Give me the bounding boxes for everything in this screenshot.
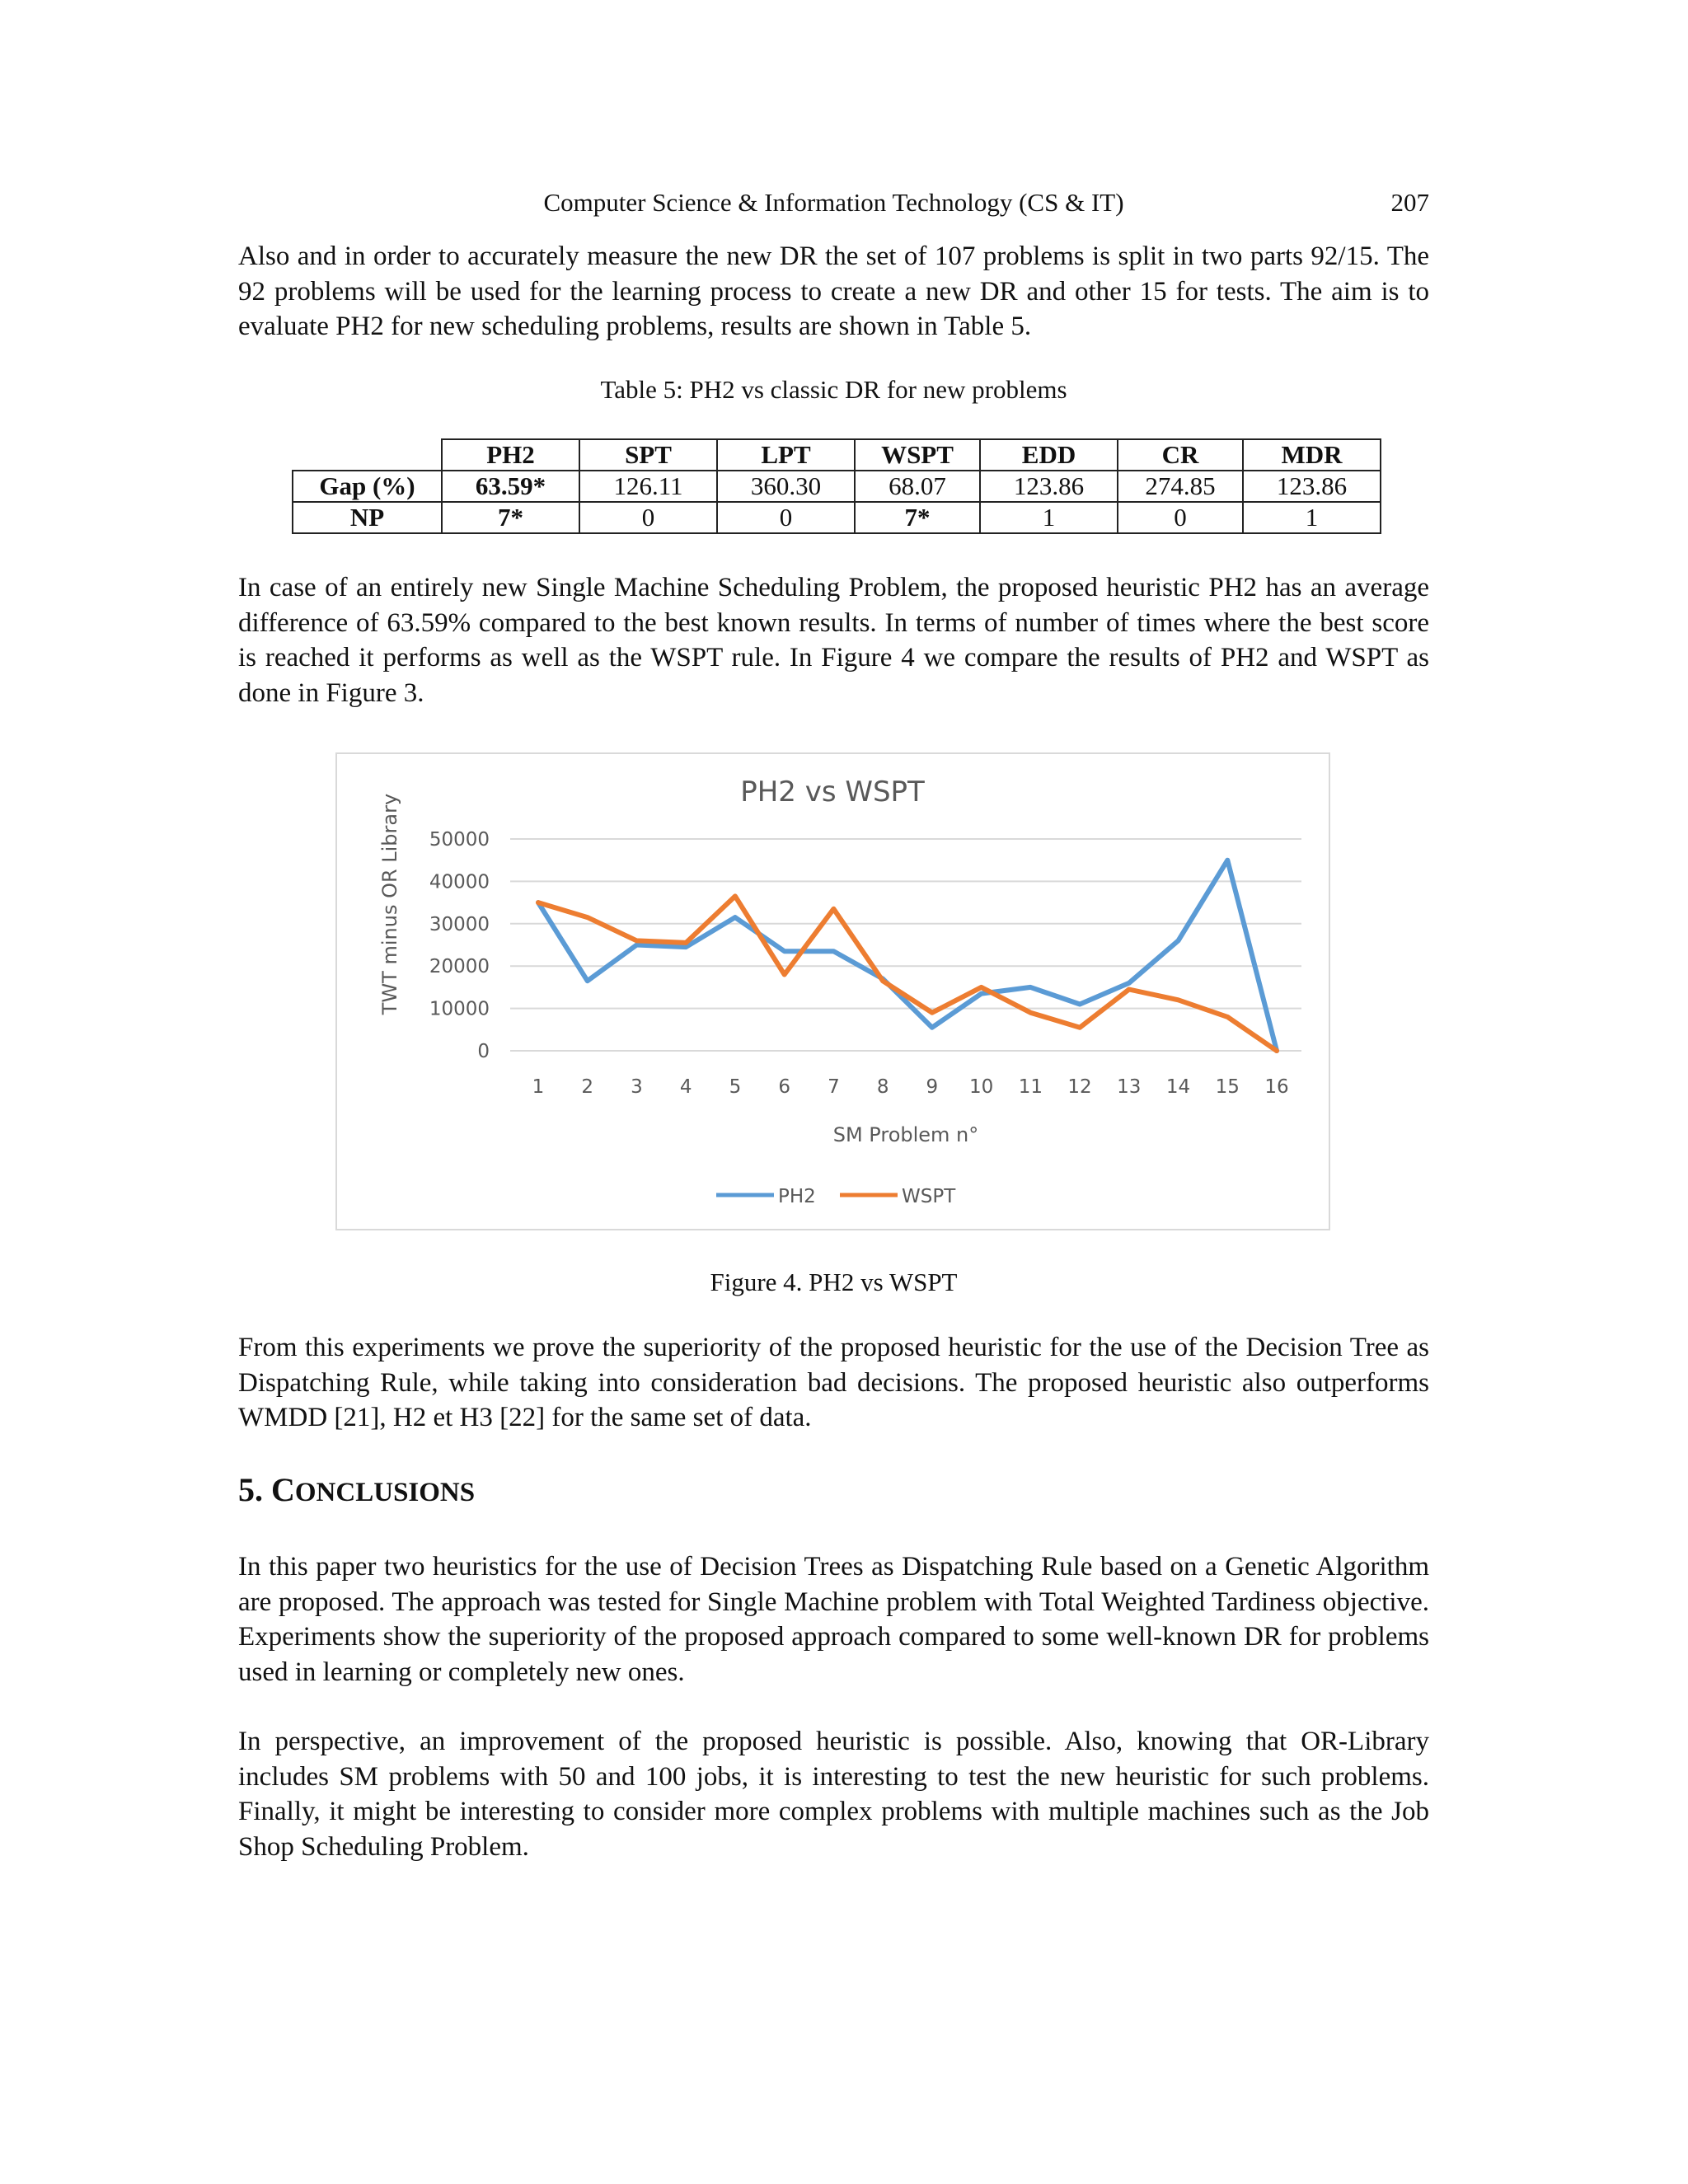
chart-series: [538, 860, 1277, 1051]
x-axis-ticks: [532, 1076, 1289, 1098]
paragraph-1: Also and in order to accurately measure the new DR the set of 107 problems is split in two parts 92/15. The 92 problems will be used for the learning process to create a new DR and other 15 for tests. The aim is to evaluate PH2 for new scheduling problems, results are shown in Table 5.: [238, 241, 1429, 341]
table-cell: 0: [579, 502, 717, 533]
x-tick-label: 2: [581, 1076, 594, 1098]
y-tick-label: 40000: [429, 871, 490, 893]
x-tick-label: 9: [926, 1076, 939, 1098]
legend-label-ph2: PH2: [778, 1186, 816, 1207]
y-tick-label: 10000: [429, 998, 490, 1020]
x-tick-label: 11: [1018, 1076, 1043, 1098]
table-header-cell: EDD: [980, 439, 1118, 471]
chart-legend: [716, 1186, 956, 1207]
y-tick-label: 20000: [429, 956, 490, 978]
x-tick-label: 5: [729, 1076, 742, 1098]
x-tick-label: 14: [1165, 1076, 1191, 1098]
x-tick-label: 4: [679, 1076, 692, 1098]
chart-grid: [510, 839, 1301, 1051]
series-line-wspt: [538, 896, 1277, 1051]
table-corner: [293, 439, 442, 471]
table-cell: 0: [717, 502, 855, 533]
y-tick-label: 30000: [429, 913, 490, 935]
x-tick-label: 7: [828, 1076, 840, 1098]
figure-caption: Figure 4. PH2 vs WSPT: [710, 1268, 958, 1296]
table-header-row: [293, 439, 1381, 471]
table-cell: 123.86: [1243, 471, 1381, 502]
table-cell: 1: [980, 502, 1118, 533]
section-number: 5. C: [238, 1471, 295, 1508]
table-header-cell: CR: [1118, 439, 1243, 471]
table-row: [293, 471, 1381, 502]
y-tick-label: 50000: [429, 829, 490, 851]
x-tick-label: 10: [968, 1076, 994, 1098]
table-header-cell: WSPT: [855, 439, 980, 471]
y-tick-label: 0: [477, 1041, 490, 1062]
section-heading: [238, 1469, 475, 1513]
table-cell: 7*: [442, 502, 579, 533]
line-chart: [337, 754, 1329, 1229]
table-row-label: NP: [293, 502, 442, 533]
table-cell: 126.11: [579, 471, 717, 502]
table-row: [293, 502, 1381, 533]
y-axis-label: TWT minus OR Library: [378, 793, 401, 1015]
x-tick-label: 1: [532, 1076, 545, 1098]
table-caption: Table 5: PH2 vs classic DR for new problems: [600, 375, 1067, 404]
section-title: ONCLUSIONS: [294, 1478, 476, 1507]
table-header-cell: MDR: [1243, 439, 1381, 471]
series-line-ph2: [538, 860, 1277, 1051]
x-tick-label: 6: [778, 1076, 790, 1098]
table-row-label: Gap (%): [293, 471, 442, 502]
table-cell: 0: [1118, 502, 1243, 533]
table-cell: 274.85: [1118, 471, 1243, 502]
paragraph-4: In this paper two heuristics for the use of Decision Trees as Dispatching Rule based on a Genetic Algorithm are proposed. The approach was tested for Single Machine problem with Total Weighted Tardiness objective. Experiments show the superiority of the proposed approach compared to some well-known DR for problems used in learning or completely new ones.: [238, 1552, 1429, 1687]
table-cell: 63.59*: [442, 471, 579, 502]
table-cell: 1: [1243, 502, 1381, 533]
y-axis-ticks: [429, 829, 490, 1062]
paragraph-3: From this experiments we prove the superiority of the proposed heuristic for the use of the Decision Tree as Dispatching Rule, while taking into consideration bad decisions. The proposed heuristic also outperforms WMDD [21], H2 et H3 [22] for the same set of data.: [238, 1333, 1429, 1432]
table-cell: 7*: [855, 502, 980, 533]
figure-4: [335, 752, 1330, 1230]
table-cell: 123.86: [980, 471, 1118, 502]
x-tick-label: 8: [876, 1076, 889, 1098]
paragraph-2: In case of an entirely new Single Machine Scheduling Problem, the proposed heuristic PH2 has an average difference of 63.59% compared to the best known results. In terms of number of times where the best score is reached it performs as well as the WSPT rule. In Figure 4 we compare the results of PH2 and WSPT as done in Figure 3.: [238, 573, 1429, 708]
table-header-cell: LPT: [717, 439, 855, 471]
x-tick-label: 15: [1215, 1076, 1240, 1098]
legend-label-wspt: WSPT: [902, 1186, 956, 1207]
paragraph-5: In perspective, an improvement of the proposed heuristic is possible. Also, knowing that OR-Library includes SM problems with 50 and 100 jobs, it is interesting to test the new heuristic for such problems. Finally, it might be interesting to consider more complex problems with multiple machines such as the Job Shop Scheduling Problem.: [238, 1727, 1429, 1862]
x-tick-label: 13: [1117, 1076, 1142, 1098]
chart-title: PH2 vs WSPT: [740, 776, 925, 808]
table-header-cell: SPT: [579, 439, 717, 471]
table-cell: 360.30: [717, 471, 855, 502]
results-table: [292, 438, 1381, 534]
running-header: [238, 183, 1429, 223]
x-tick-label: 3: [631, 1076, 643, 1098]
x-tick-label: 12: [1067, 1076, 1092, 1098]
table-cell: 68.07: [855, 471, 980, 502]
x-tick-label: 16: [1264, 1076, 1289, 1098]
table-header-cell: PH2: [442, 439, 579, 471]
journal-title: Computer Science & Information Technology (CS & IT): [543, 188, 1124, 217]
x-axis-label: SM Problem n°: [832, 1123, 979, 1146]
page-number: 207: [1390, 188, 1429, 217]
